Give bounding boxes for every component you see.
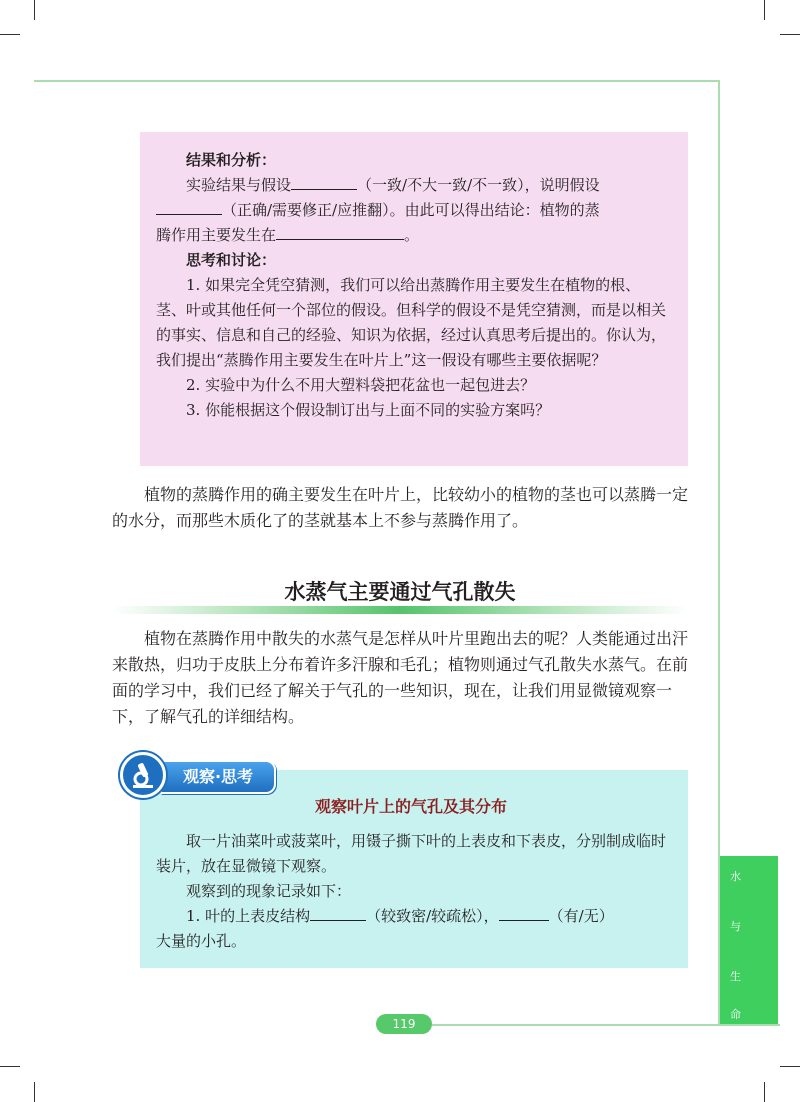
chapter-side-tab <box>720 856 778 1024</box>
fill-blank[interactable] <box>499 906 549 921</box>
side-tab-char: 水 <box>730 870 741 883</box>
crop-mark <box>0 1066 20 1067</box>
discussion-heading: 思考和讨论： <box>186 251 277 269</box>
side-tab-char: 命 <box>730 1008 741 1021</box>
side-tab-char: 与 <box>730 920 741 933</box>
microscope-icon <box>120 752 166 798</box>
observation-instructions: 取一片油菜叶或菠菜叶，用镊子撕下叶的上表皮和下表皮，分别制成临时装片，放在显微镜下观察。 <box>156 832 667 875</box>
page-frame-top <box>34 80 720 82</box>
results-text: 实验结果与假设 （一致/不大一致/不一致），说明假设 （正确/需要修正/应推翻）。由此可以得出结论：植物的蒸 腾作用主要发生在 。 <box>156 176 600 244</box>
crop-mark <box>34 1082 35 1102</box>
experiment-results-box <box>140 132 688 466</box>
observation-record-1: 1. 叶的上表皮结构 （较致密/较疏松）， （有/无） 大量的小孔。 <box>156 907 614 950</box>
fill-blank[interactable] <box>276 225 404 240</box>
body-paragraph-2: 植物在蒸腾作用中散失的水蒸气是怎样从叶片里跑出去的呢？人类能通过出汗来散热，归功于皮肤上分布着许多汗腺和毛孔；植物则通过气孔散失水蒸气。在前面的学习中，我们已经了解关于气孔的一些知识，现在，让我们用显微镜观察一下，了解气孔的详细结构。 <box>112 629 689 726</box>
body-paragraph-1: 植物的蒸腾作用的确主要发生在叶片上，比较幼小的植物的茎也可以蒸腾一定的水分，而那些木质化了的茎就基本上不参与蒸腾作用了。 <box>112 485 689 530</box>
fill-blank[interactable] <box>291 175 357 190</box>
fill-blank[interactable] <box>310 906 366 921</box>
crop-mark <box>34 0 35 20</box>
page-number: 119 <box>376 1014 432 1034</box>
crop-mark <box>0 34 20 35</box>
observe-think-badge: 观察·思考 <box>160 760 276 794</box>
crop-mark <box>780 34 800 35</box>
crop-mark <box>780 1066 800 1067</box>
crop-mark <box>764 0 765 20</box>
fill-blank[interactable] <box>156 200 222 215</box>
side-tab-char: 生 <box>730 970 741 983</box>
observation-title: 观察叶片上的气孔及其分布 <box>314 797 507 816</box>
discussion-question-1: 1. 如果完全凭空猜测，我们可以给出蒸腾作用主要发生在植物的根、茎、叶或其他任何一个部位的假设。但科学的假设不是凭空猜测，而是以相关的事实、信息和自己的经验、知识为依据，经过认真思考后提出的。你认为，我们提出“蒸腾作用主要发生在叶片上”这一假设有哪些主要依据呢？ <box>156 276 667 369</box>
crop-mark <box>764 1082 765 1102</box>
section-title-underline <box>112 606 688 614</box>
results-heading: 结果和分析： <box>186 151 277 169</box>
discussion-question-3: 3. 你能根据这个假设制订出与上面不同的实验方案吗？ <box>186 401 551 419</box>
observation-record-intro: 观察到的现象记录如下： <box>186 882 352 900</box>
observation-box <box>140 770 688 968</box>
page-frame-bottom <box>432 1024 780 1026</box>
discussion-question-2: 2. 实验中为什么不用大塑料袋把花盆也一起包进去？ <box>186 376 536 394</box>
section-title: 水蒸气主要通过气孔散失 <box>284 580 516 604</box>
